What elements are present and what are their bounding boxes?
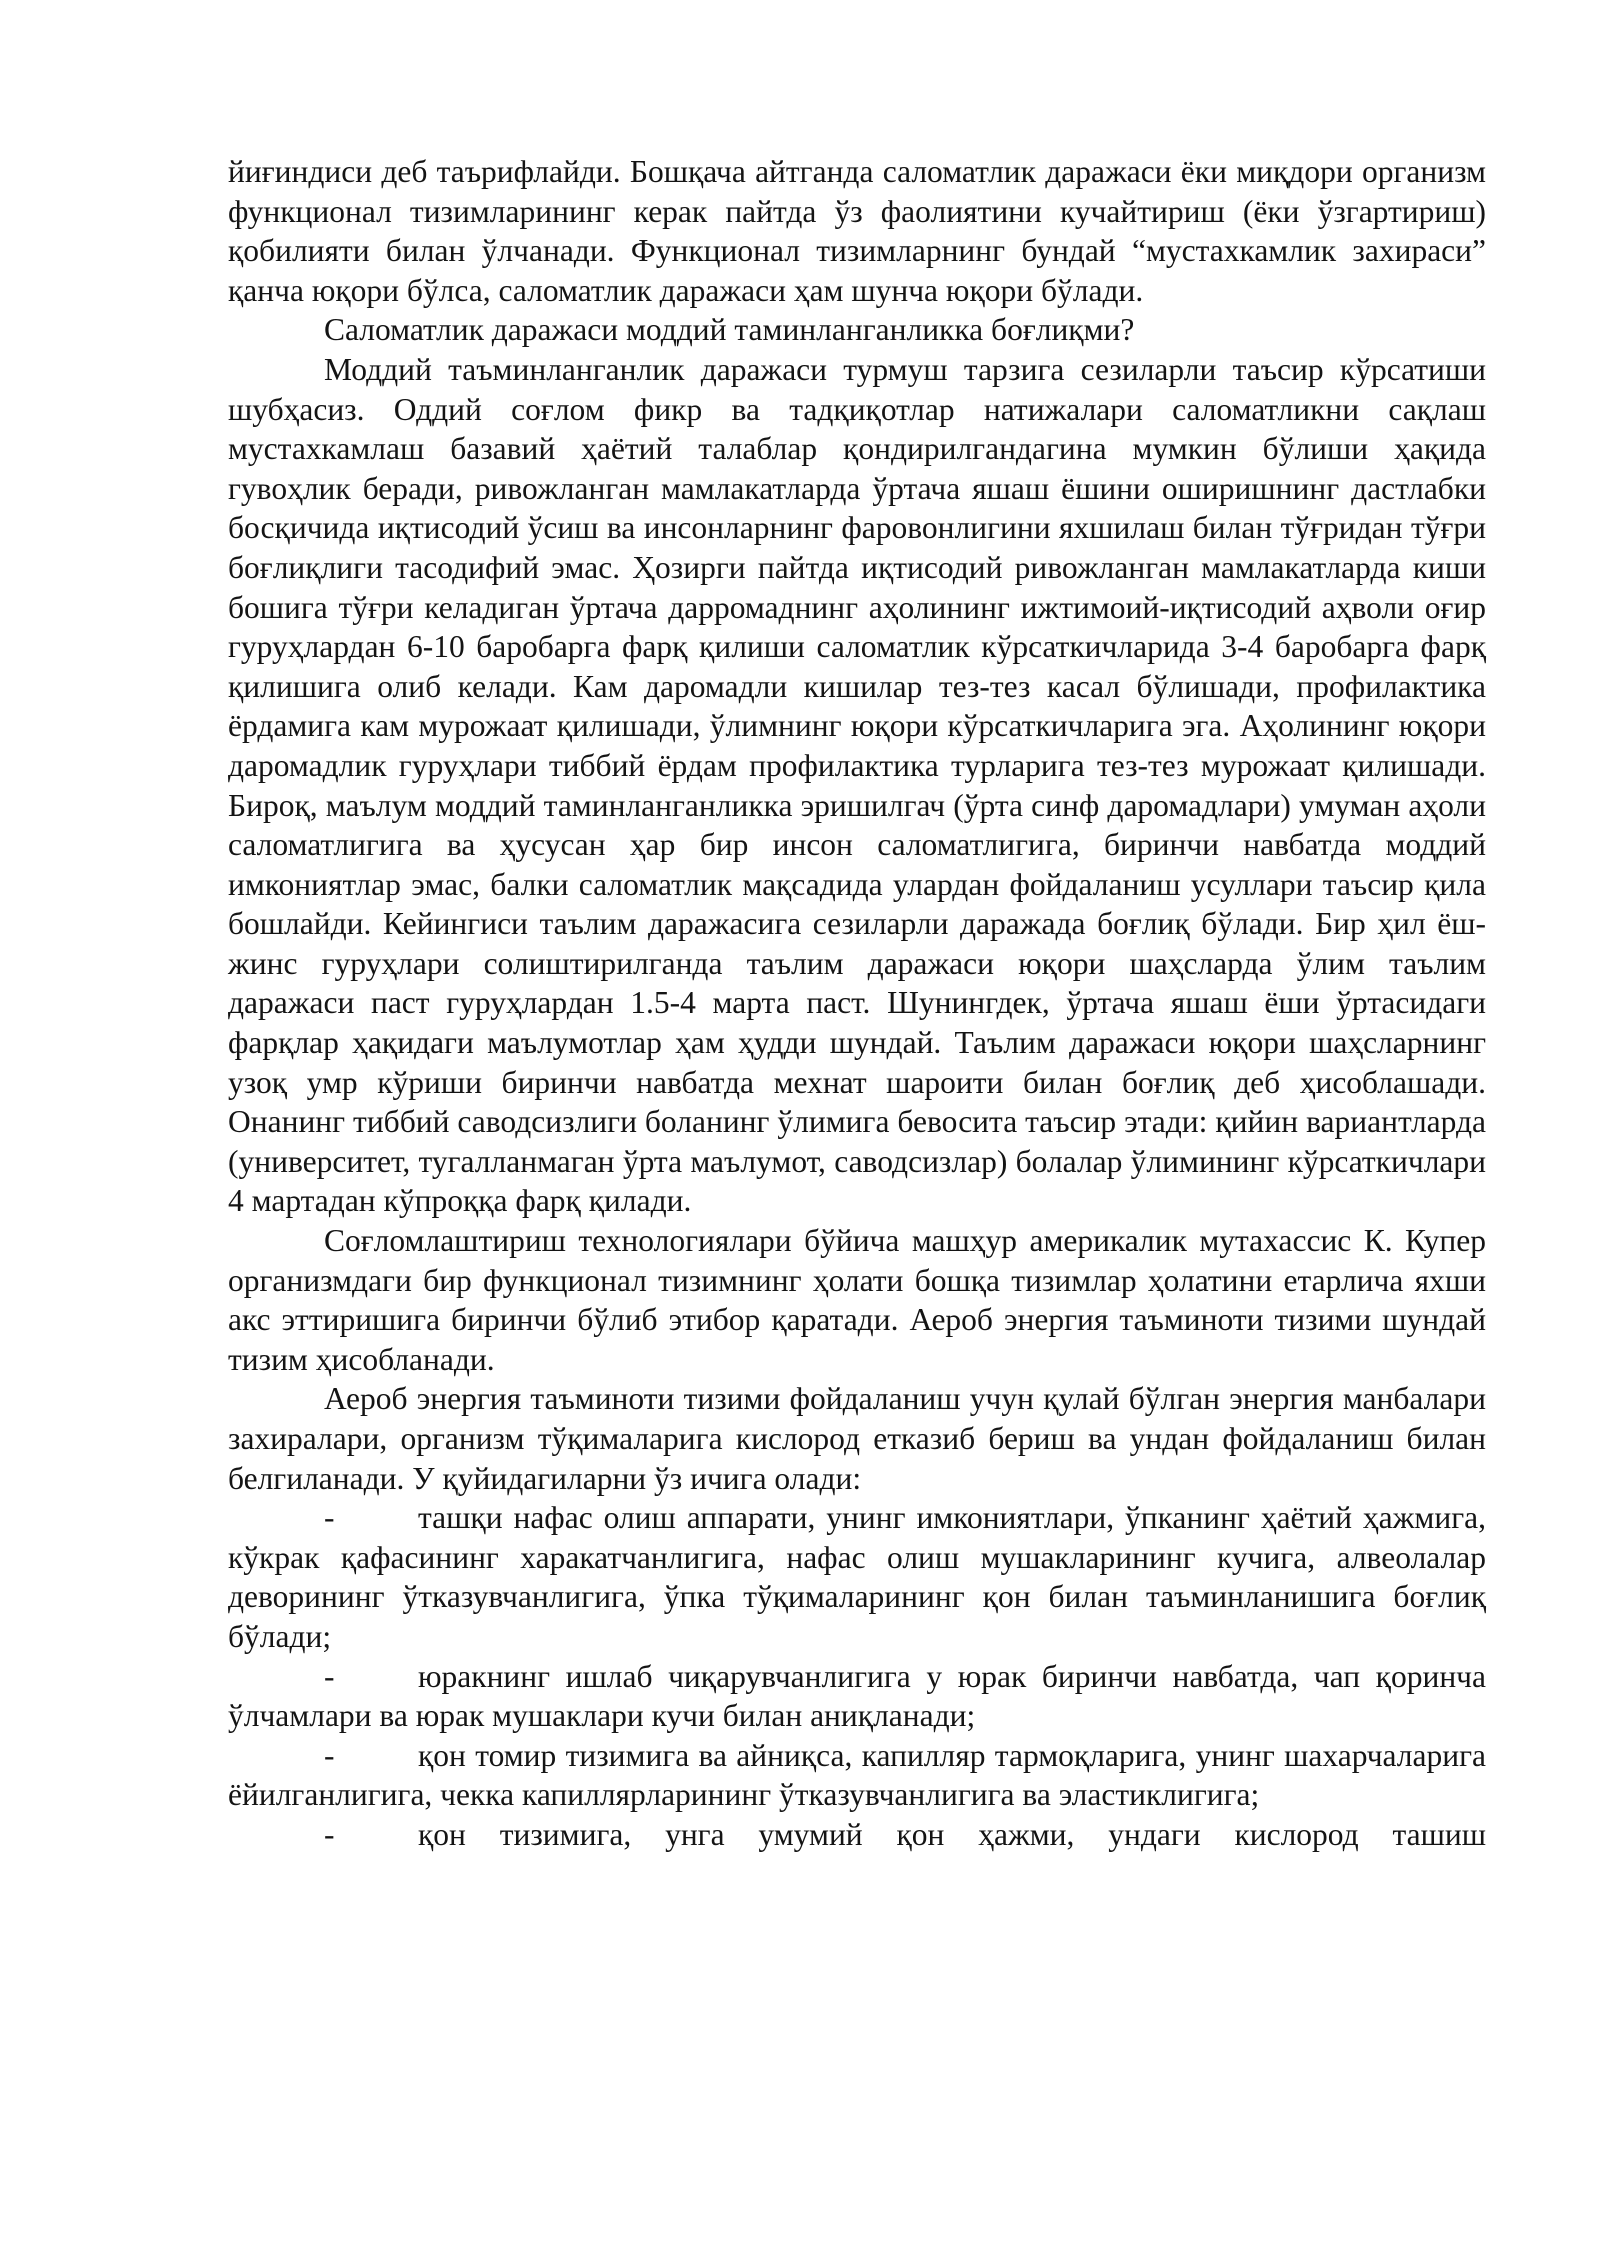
paragraph-aerobic-system: Аероб энергия таъминоти тизими фойдаланиш учун қулай бўлган энергия манбалари захиралари, организм тўқималарига кислород етказиб бериш ва ундан фойдаланиш билан белгиланади. У қуйидагиларни ўз ичига олади: bbox=[228, 1381, 1486, 1496]
paragraph-cooper: Соғломлаштириш технологиялари бўйича машҳур америкалик мутахассис К. Купер организмдаги бир функционал тизимнинг ҳолати бошқа тизимлар ҳолатини етарлича яхши акс эттиришига биринчи бўлиб этибор қаратади. Аероб энергия таъминоти тизими шундай тизим ҳисобланади. bbox=[228, 1223, 1486, 1377]
list-item-text: ташқи нафас олиш аппарати, унинг имкониятлари, ўпканинг ҳаётий ҳажмига, кўкрак қафасининг харакатчанлигига, нафас олиш мушакларининг кучига, алвеолалар деворининг ўтказувчанлигига, ўпка тўқималарининг қон билан таъминланишига боғлиқ бўлади; bbox=[228, 1500, 1486, 1654]
document-body bbox=[228, 152, 1486, 1855]
list-marker: - bbox=[324, 1500, 335, 1536]
list-item-text: қон томир тизимига ва айниқса, капилляр тармоқларига, унинг шахарчаларига ёйилганлигига, чекка капиллярларининг ўтказувчанлигига ва эластиклигига; bbox=[228, 1737, 1486, 1813]
list-marker: - bbox=[324, 1816, 335, 1852]
paragraph-question: Саломатлик даражаси моддий таминланганликка боғлиқми? bbox=[324, 312, 1135, 348]
paragraph-continuation: йиғиндиси деб таърифлайди. Бошқача айтганда саломатлик даражаси ёки миқдори организм функционал тизимларининг керак пайтда ўз фаолиятини кучайтириш (ёки ўзгартириш) қобилияти билан ўлчанади. Функционал тизимларнинг бундай “мустахкамлик захираси” қанча юқори бўлса, саломатлик даражаси ҳам шунча юқори бўлади. bbox=[228, 154, 1486, 308]
list-item bbox=[228, 1498, 1486, 1656]
paragraph-material-wellbeing: Моддий таъминланганлик даражаси турмуш тарзига сезиларли таъсир кўрсатиши шубҳасиз. Оддий соғлом фикр ва тадқиқотлар натижалари саломатликни сақлаш мустахкамлаш базавий ҳаётий талаблар қондирилгандагина мумкин бўлиши ҳақида гувоҳлик беради, ривожланган мамлакатларда ўртача яшаш ёшини оширишнинг дастлабки босқичида иқтисодий ўсиш ва инсонларнинг фаровонлигини яхшилаш билан тўғридан тўғри боғлиқлиги тасодифий эмас. Ҳозирги пайтда иқтисодий ривожланган мамлакатларда киши бошига тўғри келадиган ўртача дарромаднинг аҳолининг ижтимоий-иқтисодий аҳволи оғир гуруҳлардан 6-10 баробарга фарқ қилиши саломатлик кўрсаткичларида 3-4 баробарга фарқ қилишига олиб келади. Кам даромадли кишилар тез-тез касал бўлишади, профилактика ёрдамига кам мурожаат қилишади, ўлимнинг юқори кўрсаткичларига эга. Аҳолининг юқори даромадлик гуруҳлари тиббий ёрдам профилактика турларига тез-тез мурожаат қилишади. Бироқ, маълум моддий таминланганликка эришилгач (ўрта синф даромадлари) умуман аҳоли саломатлигига ва ҳусусан ҳар бир инсон саломатлигига, биринчи навбатда моддий имкониятлар эмас, балки саломатлик мақсадида улардан фойдаланиш усуллари таъсир қила бошлайди. Кейингиси таълим даражасига сезиларли даражада боғлиқ бўлади. Бир ҳил ёш-жинс гуруҳлари солиштирилганда таълим даражаси юқори шаҳсларда ўлим таълим даражаси паст гуруҳлардан 1.5-4 марта паст. Шунингдек, ўртача яшаш ёши ўртасидаги фарқлар ҳақидаги маълумотлар ҳам ҳудди шундай. Таълим даражаси юқори шаҳсларнинг узоқ умр кўриши биринчи навбатда мехнат шароити билан боғлиқ деб ҳисоблашади. Онанинг тиббий саводсизлиги боланинг ўлимига бевосита таъсир этади: қийин вариантларда (университет, тугалланмаган ўрта маълумот, саводсизлар) болалар ўлимининг кўрсаткичлари 4 мартадан кўпроққа фарқ қилади. bbox=[228, 351, 1486, 1219]
list-marker: - bbox=[324, 1658, 335, 1694]
list-item bbox=[228, 1736, 1486, 1815]
list-item bbox=[228, 1657, 1486, 1736]
list-item-text: қон тизимига, унга умумий қон ҳажми, ундаги кислород ташиш bbox=[418, 1816, 1486, 1852]
list-item-text: юракнинг ишлаб чиқарувчанлигига у юрак биринчи навбатда, чап қоринча ўлчамлари ва юрак мушаклари кучи билан аниқланади; bbox=[228, 1658, 1486, 1734]
list-marker: - bbox=[324, 1737, 335, 1773]
list-item bbox=[228, 1815, 1486, 1855]
